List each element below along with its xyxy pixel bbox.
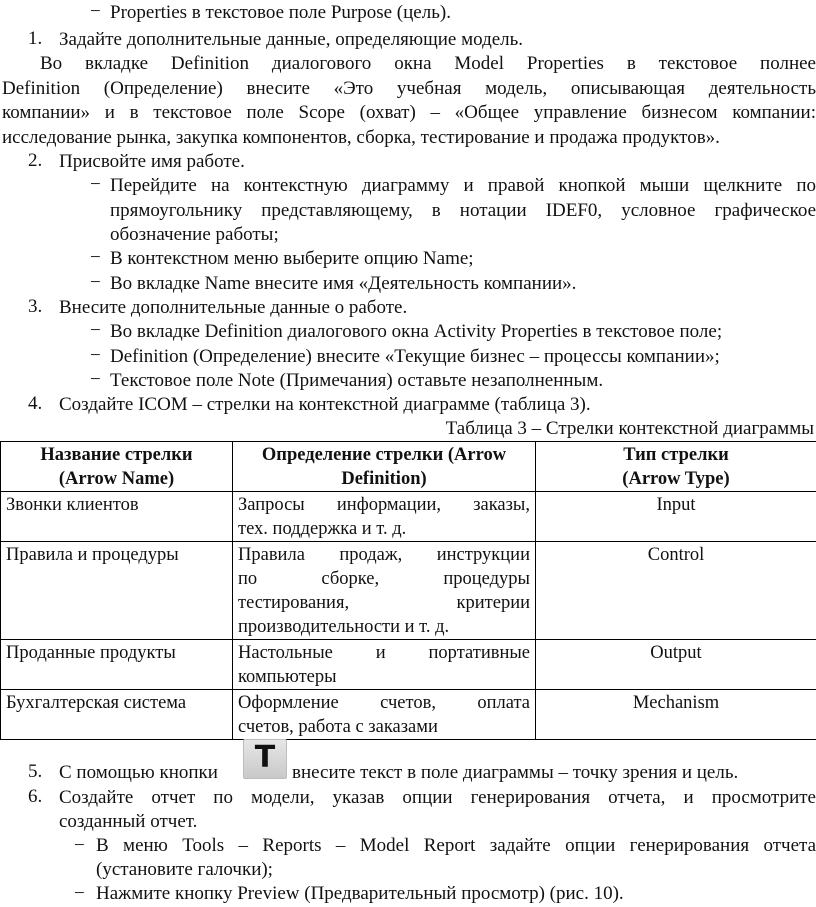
- paragraph-line: исследование рынка, закупка компонентов, сборка, тестирование и продажа продуктов».: [2, 127, 720, 148]
- table-row: [1, 542, 816, 640]
- bullet-text: В контекстном меню выберите опцию Name;: [110, 248, 474, 269]
- header-arrow-name: Название стрелки (Arrow Name): [1, 442, 233, 492]
- bullet-dash: −: [90, 320, 101, 341]
- list-number: 3.: [28, 296, 43, 317]
- cell-arrow-type: Mechanism: [536, 690, 816, 740]
- bullet-text: Во вкладке Name внесите имя «Деятельность компании».: [110, 273, 577, 294]
- bullet-text: обозначение работы;: [110, 224, 279, 245]
- text-tool-button[interactable]: [243, 739, 287, 779]
- bullet-dash: −: [74, 883, 85, 904]
- bullet-dash: −: [90, 247, 101, 268]
- paragraph-line: компании» и в текстовое поле Scope (охват) – «Общее управление бизнесом компании:: [2, 102, 816, 123]
- bullet-dash: −: [90, 272, 101, 293]
- bullet-text: В меню Tools – Reports – Model Report задайте опции генерирования отчета: [96, 835, 816, 856]
- cell-arrow-definition: Правила продаж, инструкции по сборке, процедуры тестирования, критерии производительности и т. д.: [233, 542, 536, 640]
- table-row: [1, 492, 816, 542]
- cell-arrow-definition: Оформление счетов, оплата счетов, работа с заказами: [233, 690, 536, 740]
- list-item-heading: Внесите дополнительные данные о работе.: [59, 297, 408, 318]
- list-item-text: С помощью кнопки: [59, 762, 218, 783]
- paragraph-line: Во вкладке Definition диалогового окна Model Properties в текстовое полнее: [40, 53, 816, 74]
- cell-arrow-name: Проданные продукты: [1, 640, 233, 690]
- table-header-row: [1, 442, 816, 492]
- bullet-dash: −: [74, 835, 85, 856]
- cell-arrow-definition: Запросы информации, заказы, тех. поддержка и т. д.: [233, 492, 536, 542]
- header-arrow-definition: Определение стрелки (Arrow Definition): [233, 442, 536, 492]
- cell-arrow-name: Звонки клиентов: [1, 492, 233, 542]
- bullet-text: Во вкладке Definition диалогового окна Activity Properties в текстовое поле;: [110, 321, 723, 342]
- list-item-text: созданный отчет.: [59, 811, 198, 832]
- text-line: Properties в текстовое поле Purpose (цель).: [110, 2, 451, 23]
- table-row: [1, 640, 816, 690]
- header-arrow-type: Тип стрелки (Arrow Type): [536, 442, 816, 492]
- bullet-text: (установите галочки);: [96, 859, 273, 880]
- table-row: [1, 690, 816, 740]
- list-number: 2.: [28, 150, 43, 171]
- bullet-dash: −: [90, 1, 101, 22]
- bullet-text: Нажмите кнопку Preview (Предварительный просмотр) (рис. 10).: [96, 883, 624, 904]
- cell-arrow-name: Правила и процедуры: [1, 542, 233, 640]
- cell-arrow-type: Control: [536, 542, 816, 640]
- list-number: 6.: [28, 786, 43, 807]
- list-item-text: Создайте отчет по модели, указав опции генерирования отчета, и просмотрите: [59, 787, 816, 808]
- bullet-text: Текстовое поле Note (Примечания) оставьте незаполненным.: [110, 370, 604, 391]
- table-caption: Таблица 3 – Стрелки контекстной диаграммы: [445, 418, 814, 439]
- text-tool-icon: T: [254, 740, 276, 775]
- cell-arrow-type: Input: [536, 492, 816, 542]
- cell-arrow-name: Бухгалтерская система: [1, 690, 233, 740]
- list-item-heading: Создайте ICOM – стрелки на контекстной диаграмме (таблица 3).: [59, 394, 591, 415]
- bullet-text: Definition (Определение) внесите «Текущие бизнес – процессы компании»;: [110, 346, 720, 367]
- list-number: 4.: [28, 393, 43, 414]
- list-number: 1.: [28, 28, 43, 49]
- list-item-heading: Задайте дополнительные данные, определяющие модель.: [59, 29, 524, 50]
- arrows-table: [0, 441, 816, 740]
- bullet-dash: −: [90, 369, 101, 390]
- cell-arrow-definition: Настольные и портативные компьютеры: [233, 640, 536, 690]
- paragraph-line: Definition (Определение) внесите «Это учебная модель, описывающая деятельность: [2, 78, 816, 99]
- bullet-dash: −: [90, 174, 101, 195]
- list-item-text: внесите текст в поле диаграммы – точку зрения и цель.: [292, 762, 739, 783]
- bullet-text: Перейдите на контекстную диаграмму и правой кнопкой мыши щелкните по: [110, 175, 816, 196]
- cell-arrow-type: Output: [536, 640, 816, 690]
- bullet-text: прямоугольнику представляющему, в нотации IDEF0, условное графическое: [110, 200, 816, 221]
- list-item-heading: Присвойте имя работе.: [59, 151, 245, 172]
- list-number: 5.: [28, 761, 43, 782]
- bullet-dash: −: [90, 345, 101, 366]
